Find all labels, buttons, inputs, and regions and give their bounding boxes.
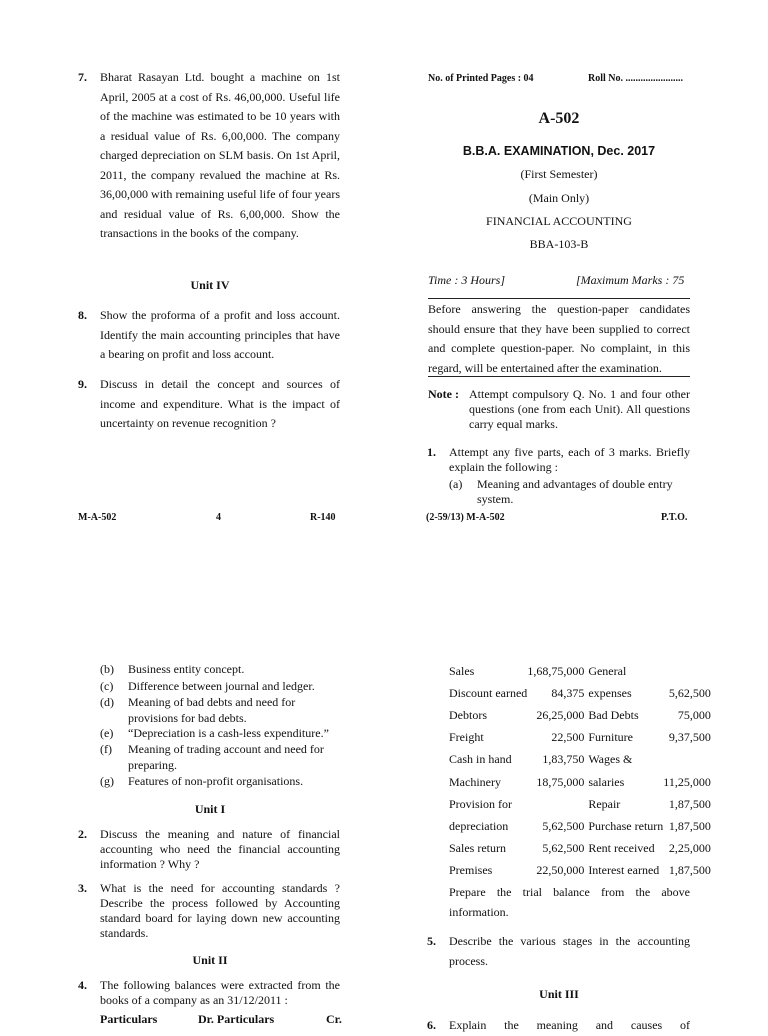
table-row <box>449 771 711 793</box>
particular-right: Rent received <box>588 841 655 856</box>
part-text: Difference between journal and ledger. <box>128 679 315 693</box>
part-label: (c) <box>100 679 114 693</box>
particular-left: Premises <box>449 863 493 878</box>
part-text: Meaning and advantages of double entry system. <box>477 477 673 506</box>
question-number: 9. <box>78 377 87 391</box>
table-row <box>449 660 711 682</box>
particular-left: depreciation <box>449 818 509 833</box>
particular-left: Discount earned <box>449 685 528 700</box>
amount-left: 22,500 <box>551 730 585 745</box>
time-allowed: Time : 3 Hours] <box>428 273 506 287</box>
part-f <box>100 741 340 773</box>
amount-left: 5,62,500 <box>542 841 585 856</box>
question-text: Explain the meaning and causes of <box>449 1018 690 1032</box>
footer-left: (2-59/13) M-A-502 <box>426 512 505 523</box>
question-number: 6. <box>427 1018 436 1032</box>
question-number: 1. <box>427 445 436 459</box>
particular-left: Sales return <box>449 841 506 856</box>
unit-heading: Unit III <box>539 987 579 1001</box>
amount-left: 26,25,000 <box>536 707 585 722</box>
column-particulars: Particulars <box>100 1012 158 1026</box>
particular-right: General <box>588 663 627 678</box>
amount-right: 75,000 <box>677 707 711 722</box>
particular-left: Debtors <box>449 707 487 722</box>
part-b <box>100 661 340 677</box>
part-text: Meaning of bad debts and need for provisions for bad debts. <box>128 695 296 725</box>
question-2 <box>78 827 340 872</box>
bottom-sheet <box>0 640 768 1032</box>
balances-table <box>449 660 711 882</box>
question-1 <box>427 445 690 475</box>
amount-left: 84,375 <box>551 685 585 700</box>
question-text: Attempt any five parts, each of 3 marks. Briefly explain the following : <box>449 445 690 474</box>
part-label: (a) <box>449 477 463 491</box>
particular-left: Provision for <box>449 796 512 811</box>
question-1-part-a <box>449 477 690 507</box>
maximum-marks: [Maximum Marks : 75 <box>576 273 685 287</box>
part-text: “Depreciation is a cash-less expenditure.” <box>128 726 329 740</box>
particular-left: Freight <box>449 730 484 745</box>
part-d <box>100 694 340 726</box>
paper-code: A-502 <box>538 110 580 127</box>
question-7 <box>78 68 340 244</box>
particular-right: Wages & <box>588 752 633 767</box>
part-text: Meaning of trading account and need for preparing. <box>128 742 324 772</box>
question-8 <box>78 306 340 365</box>
amount-right <box>663 660 711 682</box>
footer-left: M-A-502 <box>78 512 117 523</box>
column-cr: Cr. <box>326 1012 342 1026</box>
particular-right: expenses <box>588 685 632 700</box>
part-label: (g) <box>100 774 114 788</box>
particular-right: Interest earned <box>588 863 660 878</box>
semester: (First Semester) <box>520 167 598 181</box>
question-text: Discuss the meaning and nature of financial accounting who need the financial accounting information ? Why ? <box>100 827 340 871</box>
amount-right <box>663 749 711 771</box>
part-g <box>100 773 340 789</box>
question-4 <box>78 978 340 1008</box>
prepare-trial-balance: Prepare the trial balance from the above information. <box>449 885 690 919</box>
divider <box>428 298 690 299</box>
question-text: Show the proforma of a profit and loss account. Identify the main accounting principles that have a bearing on profit and loss account. <box>100 308 340 361</box>
question-number: 3. <box>78 881 87 895</box>
particular-right: Repair <box>588 796 621 811</box>
amount-right: 1,87,500 <box>668 863 711 878</box>
question-text: The following balances were extracted from the books of a company as an 31/12/2011 : <box>100 978 340 1007</box>
question-number: 7. <box>78 70 87 84</box>
unit-heading: Unit I <box>194 802 226 816</box>
amount-right: 1,87,500 <box>668 796 711 811</box>
note-text: Attempt compulsory Q. No. 1 and four other questions (one from each Unit). All questions carry equal marks. <box>469 387 690 431</box>
part-text: Features of non-profit organisations. <box>128 774 304 788</box>
table-row <box>449 704 711 726</box>
particular-right: salaries <box>588 774 625 789</box>
table-row <box>449 838 711 860</box>
amount-left: 22,50,000 <box>536 863 585 878</box>
roll-number: Roll No. ....................... <box>588 73 683 84</box>
exam-title: B.B.A. EXAMINATION, Dec. 2017 <box>462 144 656 158</box>
amount-left <box>527 793 588 815</box>
part-e <box>100 725 340 741</box>
question-3 <box>78 881 340 941</box>
divider <box>428 376 690 377</box>
subject-title: FINANCIAL ACCOUNTING <box>486 214 632 228</box>
footer-right: P.T.O. <box>661 512 688 523</box>
amount-right: 1,87,500 <box>668 818 711 833</box>
question-9 <box>78 375 340 434</box>
table-row <box>449 815 711 837</box>
footer-page-number: 4 <box>216 512 221 523</box>
part-label: (f) <box>100 742 112 756</box>
part-c <box>100 678 340 694</box>
part-label: (e) <box>100 726 114 740</box>
particular-right: Purchase return <box>588 818 664 833</box>
unit-heading: Unit II <box>192 953 228 967</box>
amount-right: 11,25,000 <box>663 774 711 789</box>
amount-right: 5,62,500 <box>668 685 711 700</box>
balances-table-body <box>449 660 711 882</box>
table-row <box>449 860 711 882</box>
question-6 <box>427 1016 690 1036</box>
particular-right: Bad Debts <box>588 707 639 722</box>
amount-left: 1,68,75,000 <box>527 663 585 678</box>
question-text: Describe the various stages in the accounting process. <box>449 934 690 968</box>
question-text: Bharat Rasayan Ltd. bought a machine on 1st April, 2005 at a cost of Rs. 46,00,000. Useful life of the machine was estimated to be 10 years with a residual value of Rs. 6,00,000. The company charged depreciation on SLM basis. On 1st April, 2011, the company revalued the machine at Rs. 36,00,000 with remaining useful life of four years and residual value of Rs. 6,00,000. Show the transactions in the books of the company. <box>100 70 340 240</box>
unit-heading: Unit IV <box>190 278 230 292</box>
particular-left: Cash in hand <box>449 752 512 767</box>
table-row <box>449 749 711 771</box>
table-row <box>449 727 711 749</box>
question-text: Discuss in detail the concept and sources of income and expenditure. What is the impact of uncertainty on revenue recognition ? <box>100 377 340 430</box>
question-number: 8. <box>78 308 87 322</box>
question-number: 2. <box>78 827 87 841</box>
main-only: (Main Only) <box>528 191 590 205</box>
particular-left: Sales <box>449 663 475 678</box>
column-dr-particulars: Dr. Particulars <box>198 1012 275 1026</box>
printed-pages: No. of Printed Pages : 04 <box>428 73 534 84</box>
amount-left: 18,75,000 <box>536 774 585 789</box>
table-row <box>449 793 711 815</box>
question-number: 5. <box>427 934 436 948</box>
particular-left: Machinery <box>449 774 501 789</box>
amount-left: 5,62,500 <box>542 818 585 833</box>
paper-number: BBA-103-B <box>529 237 589 251</box>
footer-right: R-140 <box>310 512 336 523</box>
instructions: Before answering the question-paper candidates should ensure that they have been supplied to correct and complete question-paper. No complaint, in this regard, will be entertained after the examination. <box>428 302 690 375</box>
question-number: 4. <box>78 978 87 992</box>
amount-right: 9,37,500 <box>668 730 711 745</box>
part-label: (b) <box>100 662 114 676</box>
note-label: Note : <box>428 387 459 401</box>
particular-right: Furniture <box>588 730 633 745</box>
question-5 <box>427 932 690 971</box>
question-text: What is the need for accounting standards ? Describe the process followed by Accounting standard board for laying down new accounting standards. <box>100 881 340 940</box>
amount-left: 1,83,750 <box>542 752 585 767</box>
amount-right: 2,25,000 <box>668 841 711 856</box>
table-row <box>449 682 711 704</box>
part-label: (d) <box>100 695 114 709</box>
part-text: Business entity concept. <box>128 662 245 676</box>
